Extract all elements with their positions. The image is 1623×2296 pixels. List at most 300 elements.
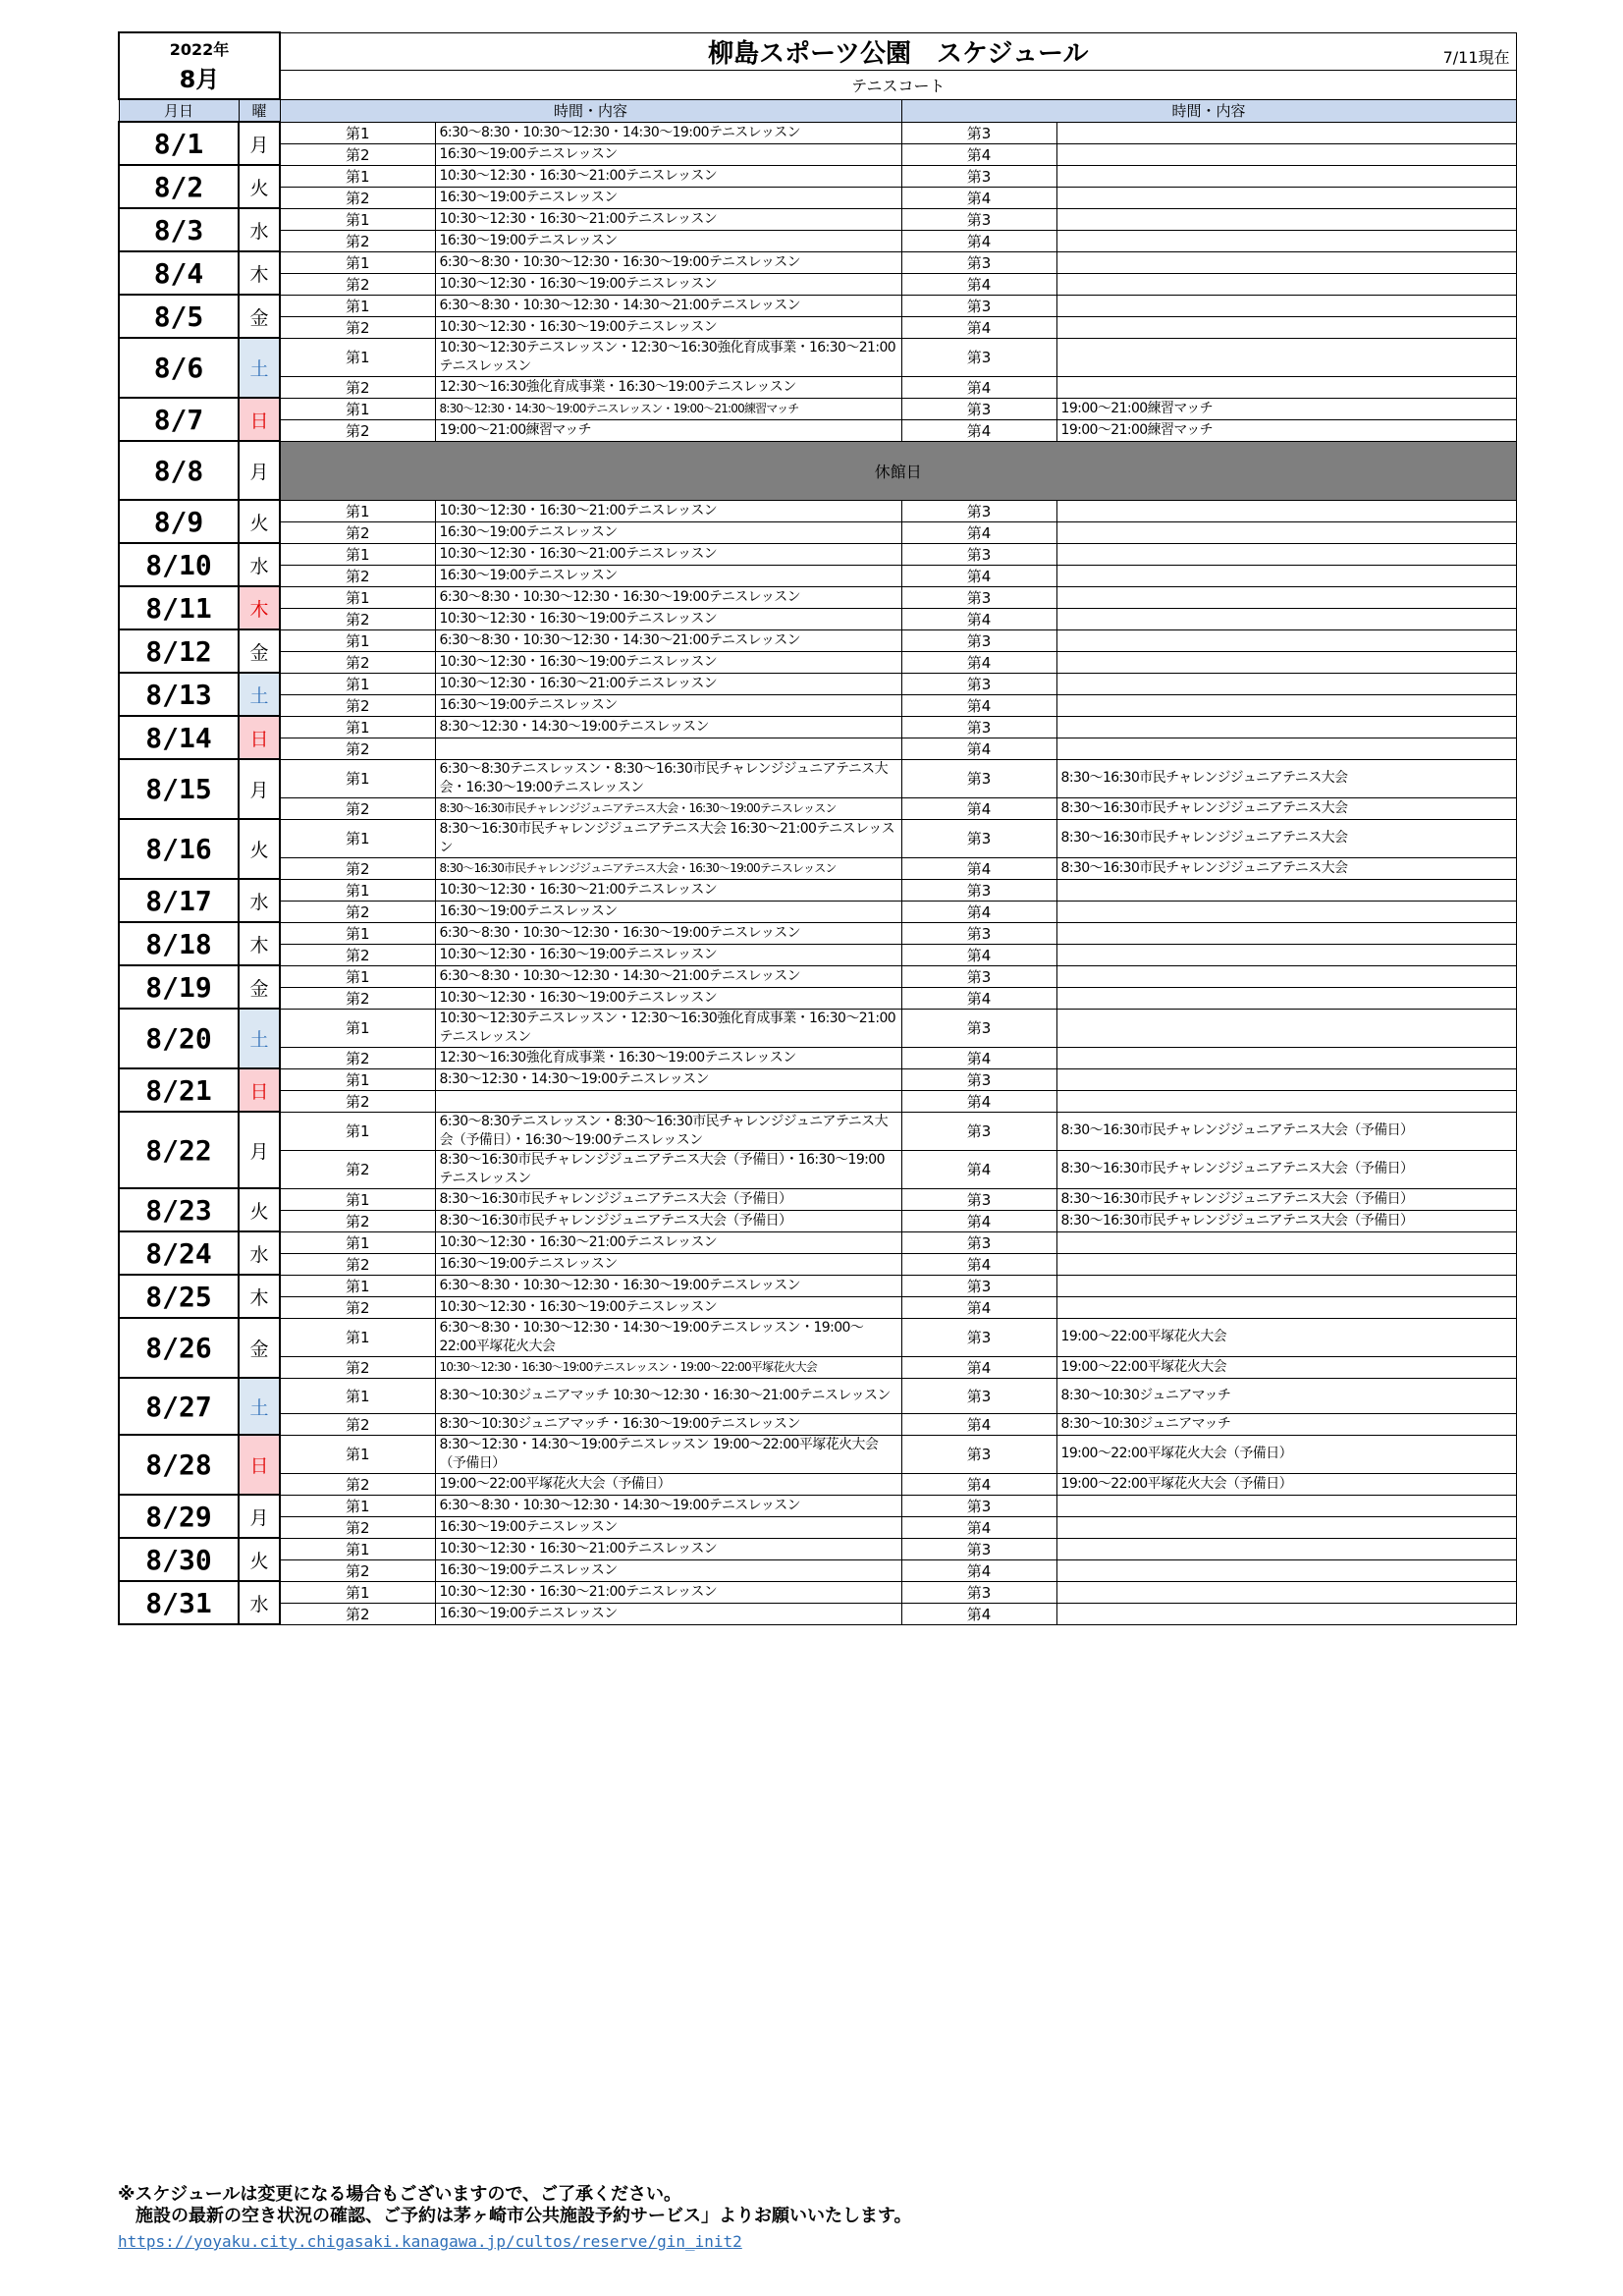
court-label: 第2 xyxy=(280,1253,435,1275)
day-row xyxy=(119,965,1516,987)
date-cell: 8/20 xyxy=(119,1009,239,1068)
court-label: 第4 xyxy=(901,1090,1056,1112)
day-row-second xyxy=(119,1253,1516,1275)
day-row-second xyxy=(119,376,1516,398)
court-4-schedule xyxy=(1056,987,1516,1009)
note-line-1: ※スケジュールは変更になる場合もございますので、ご了承ください。 xyxy=(118,2184,682,2205)
court-3-schedule: 19:00～21:00練習マッチ xyxy=(1056,398,1516,419)
court-2-schedule: 16:30～19:00テニスレッスン xyxy=(435,187,901,208)
court-2-schedule: 16:30～19:00テニスレッスン xyxy=(435,565,901,586)
date-cell: 8/26 xyxy=(119,1318,239,1378)
court-label: 第4 xyxy=(901,1473,1056,1495)
court-4-schedule xyxy=(1056,944,1516,965)
court-3-schedule xyxy=(1056,1581,1516,1603)
reservation-link[interactable]: https://yoyaku.city.chigasaki.kanagawa.jp/cultos/reserve/gin_init2 xyxy=(118,2232,742,2251)
court-4-schedule xyxy=(1056,1296,1516,1318)
date-cell: 8/3 xyxy=(119,208,239,251)
court-label: 第3 xyxy=(901,1581,1056,1603)
court-1-schedule: 6:30～8:30・10:30～12:30・16:30～19:00テニスレッスン xyxy=(435,922,901,944)
date-cell: 8/24 xyxy=(119,1231,239,1275)
court-label: 第4 xyxy=(901,901,1056,922)
court-label: 第3 xyxy=(901,295,1056,316)
court-1-schedule: 6:30～8:30・10:30～12:30・16:30～19:00テニスレッスン xyxy=(435,251,901,273)
day-row xyxy=(119,629,1516,651)
court-3-schedule xyxy=(1056,1538,1516,1559)
court-label: 第1 xyxy=(280,1068,435,1090)
day-row xyxy=(119,1275,1516,1296)
court-2-schedule: 16:30～19:00テニスレッスン xyxy=(435,1516,901,1538)
court-label: 第4 xyxy=(901,1603,1056,1624)
weekday-cell: 火 xyxy=(239,819,280,879)
weekday-cell: 水 xyxy=(239,208,280,251)
day-row-second xyxy=(119,1559,1516,1581)
day-row xyxy=(119,500,1516,521)
court-3-schedule xyxy=(1056,208,1516,230)
court-label: 第4 xyxy=(901,419,1056,441)
court-2-schedule: 16:30～19:00テニスレッスン xyxy=(435,521,901,543)
weekday-cell: 月 xyxy=(239,122,280,165)
court-2-schedule: 8:30～16:30市民チャレンジジュニアテニス大会（予備日）・16:30～19:00テニスレッスン xyxy=(435,1150,901,1188)
court-label: 第1 xyxy=(280,295,435,316)
court-label: 第4 xyxy=(901,316,1056,338)
court-label: 第4 xyxy=(901,521,1056,543)
court-2-schedule: 12:30～16:30強化育成事業・16:30～19:00テニスレッスン xyxy=(435,376,901,398)
court-3-schedule xyxy=(1056,500,1516,521)
court-label: 第1 xyxy=(280,122,435,143)
date-cell: 8/30 xyxy=(119,1538,239,1581)
day-row xyxy=(119,879,1516,901)
court-label: 第3 xyxy=(901,1275,1056,1296)
court-label: 第2 xyxy=(280,651,435,673)
court-1-schedule: 10:30～12:30・16:30～21:00テニスレッスン xyxy=(435,879,901,901)
day-row-second xyxy=(119,1603,1516,1624)
weekday-cell: 水 xyxy=(239,1581,280,1624)
day-row-second xyxy=(119,1473,1516,1495)
court-label: 第2 xyxy=(280,738,435,759)
court-3-schedule xyxy=(1056,1009,1516,1047)
court-label: 第1 xyxy=(280,1318,435,1356)
court-label: 第4 xyxy=(901,944,1056,965)
court-3-schedule xyxy=(1056,673,1516,694)
court-label: 第4 xyxy=(901,1047,1056,1068)
court-3-schedule xyxy=(1056,629,1516,651)
court-4-schedule xyxy=(1056,376,1516,398)
court-label: 第2 xyxy=(280,857,435,879)
court-4-schedule: 8:30～16:30市民チャレンジジュニアテニス大会 xyxy=(1056,857,1516,879)
court-label: 第4 xyxy=(901,1296,1056,1318)
court-label: 第3 xyxy=(901,965,1056,987)
date-cell: 8/9 xyxy=(119,500,239,543)
day-row xyxy=(119,295,1516,316)
court-4-schedule xyxy=(1056,273,1516,295)
court-1-schedule: 10:30～12:30テニスレッスン・12:30～16:30強化育成事業・16:30～21:00テニスレッスン xyxy=(435,1009,901,1047)
court-3-schedule xyxy=(1056,716,1516,738)
day-row-second xyxy=(119,901,1516,922)
court-label: 第3 xyxy=(901,1188,1056,1210)
day-row xyxy=(119,716,1516,738)
court-label: 第2 xyxy=(280,1150,435,1188)
day-row xyxy=(119,759,1516,797)
date-cell: 8/16 xyxy=(119,819,239,879)
day-row-second xyxy=(119,230,1516,251)
court-label: 第2 xyxy=(280,316,435,338)
court-1-schedule: 8:30～12:30・14:30～19:00テニスレッスン xyxy=(435,716,901,738)
court-3-schedule xyxy=(1056,543,1516,565)
day-row xyxy=(119,251,1516,273)
court-3-schedule: 8:30～16:30市民チャレンジジュニアテニス大会（予備日） xyxy=(1056,1188,1516,1210)
court-3-schedule: 19:00～22:00平塚花火大会 xyxy=(1056,1318,1516,1356)
court-1-schedule: 10:30～12:30・16:30～21:00テニスレッスン xyxy=(435,673,901,694)
court-label: 第3 xyxy=(901,586,1056,608)
court-2-schedule: 19:00～22:00平塚花火大会（予備日） xyxy=(435,1473,901,1495)
date-cell: 8/22 xyxy=(119,1112,239,1188)
court-label: 第3 xyxy=(901,1231,1056,1253)
court-label: 第4 xyxy=(901,797,1056,819)
court-4-schedule: 19:00～22:00平塚花火大会 xyxy=(1056,1356,1516,1378)
day-row xyxy=(119,819,1516,857)
day-row xyxy=(119,338,1516,376)
date-cell: 8/14 xyxy=(119,716,239,759)
date-cell: 8/21 xyxy=(119,1068,239,1112)
court-label: 第3 xyxy=(901,338,1056,376)
court-label: 第2 xyxy=(280,187,435,208)
court-label: 第3 xyxy=(901,1318,1056,1356)
court-label: 第2 xyxy=(280,694,435,716)
court-label: 第2 xyxy=(280,376,435,398)
day-row xyxy=(119,673,1516,694)
day-row-second xyxy=(119,273,1516,295)
court-label: 第1 xyxy=(280,165,435,187)
court-label: 第3 xyxy=(901,1068,1056,1090)
court-label: 第1 xyxy=(280,1188,435,1210)
court-label: 第3 xyxy=(901,500,1056,521)
court-label: 第3 xyxy=(901,165,1056,187)
court-label: 第4 xyxy=(901,738,1056,759)
court-2-schedule: 12:30～16:30強化育成事業・16:30～19:00テニスレッスン xyxy=(435,1047,901,1068)
day-row xyxy=(119,543,1516,565)
court-label: 第1 xyxy=(280,759,435,797)
court-1-schedule: 6:30～8:30・10:30～12:30・14:30～19:00テニスレッスン・19:00～22:00平塚花火大会 xyxy=(435,1318,901,1356)
court-2-schedule: 16:30～19:00テニスレッスン xyxy=(435,694,901,716)
court-2-schedule: 10:30～12:30・16:30～19:00テニスレッスン xyxy=(435,273,901,295)
court-label: 第3 xyxy=(901,122,1056,143)
court-1-schedule: 6:30～8:30・10:30～12:30・14:30～21:00テニスレッスン xyxy=(435,629,901,651)
court-label: 第2 xyxy=(280,987,435,1009)
court-label: 第1 xyxy=(280,1581,435,1603)
court-label: 第2 xyxy=(280,273,435,295)
weekday-cell: 日 xyxy=(239,1068,280,1112)
court-label: 第2 xyxy=(280,1047,435,1068)
court-label: 第1 xyxy=(280,716,435,738)
court-label: 第4 xyxy=(901,1253,1056,1275)
court-label: 第1 xyxy=(280,543,435,565)
court-3-schedule xyxy=(1056,879,1516,901)
day-row-second xyxy=(119,521,1516,543)
court-3-schedule: 8:30～16:30市民チャレンジジュニアテニス大会 xyxy=(1056,759,1516,797)
court-3-schedule xyxy=(1056,122,1516,143)
day-row-second xyxy=(119,608,1516,629)
year-label: 2022年 xyxy=(169,40,230,59)
court-label: 第3 xyxy=(901,673,1056,694)
weekday-cell: 木 xyxy=(239,586,280,629)
court-label: 第3 xyxy=(901,1435,1056,1473)
date-cell: 8/31 xyxy=(119,1581,239,1624)
day-row-second xyxy=(119,565,1516,586)
as-of-date: 7/11現在 xyxy=(1442,47,1510,67)
court-label: 第3 xyxy=(901,1538,1056,1559)
date-cell: 8/1 xyxy=(119,122,239,165)
court-label: 第1 xyxy=(280,1009,435,1047)
court-label: 第4 xyxy=(901,565,1056,586)
day-row xyxy=(119,1318,1516,1356)
court-label: 第4 xyxy=(901,694,1056,716)
title-cell xyxy=(280,32,1516,70)
court-1-schedule: 8:30～16:30市民チャレンジジュニアテニス大会（予備日） xyxy=(435,1188,901,1210)
day-row-second xyxy=(119,1210,1516,1231)
court-4-schedule xyxy=(1056,694,1516,716)
court-label: 第2 xyxy=(280,1559,435,1581)
court-1-schedule: 10:30～12:30・16:30～21:00テニスレッスン xyxy=(435,1581,901,1603)
court-2-schedule: 10:30～12:30・16:30～19:00テニスレッスン xyxy=(435,316,901,338)
weekday-cell: 月 xyxy=(239,441,280,500)
court-1-schedule: 10:30～12:30・16:30～21:00テニスレッスン xyxy=(435,208,901,230)
subtitle-row xyxy=(119,70,1516,99)
court-1-schedule: 6:30～8:30・10:30～12:30・16:30～19:00テニスレッスン xyxy=(435,1275,901,1296)
court-label: 第1 xyxy=(280,879,435,901)
court-label: 第2 xyxy=(280,1413,435,1435)
court-1-schedule: 10:30～12:30・16:30～21:00テニスレッスン xyxy=(435,500,901,521)
day-row xyxy=(119,1538,1516,1559)
court-label: 第2 xyxy=(280,419,435,441)
court-label: 第1 xyxy=(280,208,435,230)
weekday-cell: 火 xyxy=(239,165,280,208)
court-4-schedule: 8:30～16:30市民チャレンジジュニアテニス大会 xyxy=(1056,797,1516,819)
court-1-schedule: 10:30～12:30・16:30～21:00テニスレッスン xyxy=(435,543,901,565)
date-cell: 8/5 xyxy=(119,295,239,338)
court-label: 第1 xyxy=(280,500,435,521)
day-row xyxy=(119,586,1516,608)
date-cell: 8/8 xyxy=(119,441,239,500)
court-1-schedule: 10:30～12:30テニスレッスン・12:30～16:30強化育成事業・16:30～21:00テニスレッスン xyxy=(435,338,901,376)
weekday-cell: 火 xyxy=(239,500,280,543)
day-row xyxy=(119,122,1516,143)
weekday-cell: 月 xyxy=(239,1495,280,1538)
weekday-cell: 金 xyxy=(239,629,280,673)
court-label: 第1 xyxy=(280,819,435,857)
court-label: 第2 xyxy=(280,1516,435,1538)
weekday-cell: 水 xyxy=(239,543,280,586)
weekday-cell: 火 xyxy=(239,1538,280,1581)
day-row-second xyxy=(119,738,1516,759)
court-label: 第3 xyxy=(901,716,1056,738)
court-2-schedule: 10:30～12:30・16:30～19:00テニスレッスン・19:00～22:00平塚花火大会 xyxy=(435,1356,901,1378)
court-label: 第4 xyxy=(901,608,1056,629)
court-4-schedule: 19:00～22:00平塚花火大会（予備日） xyxy=(1056,1473,1516,1495)
court-label: 第2 xyxy=(280,143,435,165)
court-label: 第1 xyxy=(280,586,435,608)
date-cell: 8/6 xyxy=(119,338,239,398)
court-label: 第2 xyxy=(280,901,435,922)
court-3-schedule xyxy=(1056,1231,1516,1253)
court-label: 第2 xyxy=(280,1473,435,1495)
court-4-schedule xyxy=(1056,1516,1516,1538)
day-row-second xyxy=(119,1296,1516,1318)
court-label: 第2 xyxy=(280,1090,435,1112)
court-2-schedule: 10:30～12:30・16:30～19:00テニスレッスン xyxy=(435,608,901,629)
court-2-schedule: 16:30～19:00テニスレッスン xyxy=(435,1559,901,1581)
court-label: 第4 xyxy=(901,273,1056,295)
date-cell: 8/17 xyxy=(119,879,239,922)
court-1-schedule: 6:30～8:30・10:30～12:30・14:30～19:00テニスレッスン xyxy=(435,1495,901,1516)
court-label: 第4 xyxy=(901,1413,1056,1435)
date-cell: 8/27 xyxy=(119,1378,239,1435)
weekday-cell: 日 xyxy=(239,716,280,759)
court-2-schedule: 16:30～19:00テニスレッスン xyxy=(435,230,901,251)
day-row-second xyxy=(119,316,1516,338)
court-label: 第4 xyxy=(901,1356,1056,1378)
day-row-second xyxy=(119,143,1516,165)
day-row xyxy=(119,1231,1516,1253)
court-label: 第2 xyxy=(280,1603,435,1624)
court-label: 第1 xyxy=(280,338,435,376)
date-cell: 8/25 xyxy=(119,1275,239,1318)
weekday-cell: 月 xyxy=(239,759,280,819)
court-label: 第3 xyxy=(901,208,1056,230)
court-4-schedule: 19:00～21:00練習マッチ xyxy=(1056,419,1516,441)
court-4-schedule xyxy=(1056,1090,1516,1112)
court-2-schedule: 10:30～12:30・16:30～19:00テニスレッスン xyxy=(435,651,901,673)
court-2-schedule: 16:30～19:00テニスレッスン xyxy=(435,1253,901,1275)
court-label: 第4 xyxy=(901,376,1056,398)
court-1-schedule: 6:30～8:30テニスレッスン・8:30～16:30市民チャレンジジュニアテニス大会（予備日）・16:30～19:00テニスレッスン xyxy=(435,1112,901,1150)
day-row xyxy=(119,922,1516,944)
court-label: 第1 xyxy=(280,398,435,419)
court-label: 第1 xyxy=(280,1495,435,1516)
court-3-schedule xyxy=(1056,965,1516,987)
court-3-schedule xyxy=(1056,922,1516,944)
court-1-schedule: 10:30～12:30・16:30～21:00テニスレッスン xyxy=(435,165,901,187)
court-4-schedule xyxy=(1056,1253,1516,1275)
court-2-schedule: 10:30～12:30・16:30～19:00テニスレッスン xyxy=(435,1296,901,1318)
court-4-schedule xyxy=(1056,1559,1516,1581)
court-1-schedule: 10:30～12:30・16:30～21:00テニスレッスン xyxy=(435,1538,901,1559)
court-label: 第1 xyxy=(280,1231,435,1253)
day-row xyxy=(119,1188,1516,1210)
court-label: 第4 xyxy=(901,187,1056,208)
column-header-row xyxy=(119,99,1516,122)
court-2-schedule: 10:30～12:30・16:30～19:00テニスレッスン xyxy=(435,944,901,965)
court-4-schedule xyxy=(1056,230,1516,251)
date-cell: 8/10 xyxy=(119,543,239,586)
footer-notes xyxy=(118,2184,1515,2253)
court-label: 第1 xyxy=(280,1378,435,1413)
court-label: 第3 xyxy=(901,543,1056,565)
weekday-cell: 水 xyxy=(239,879,280,922)
court-label: 第2 xyxy=(280,565,435,586)
day-row xyxy=(119,208,1516,230)
weekday-cell: 金 xyxy=(239,295,280,338)
court-label: 第2 xyxy=(280,1210,435,1231)
weekday-cell: 月 xyxy=(239,1112,280,1188)
weekday-cell: 木 xyxy=(239,1275,280,1318)
weekday-cell: 水 xyxy=(239,1231,280,1275)
court-label: 第2 xyxy=(280,521,435,543)
court-4-schedule xyxy=(1056,1603,1516,1624)
court-3-schedule xyxy=(1056,586,1516,608)
court-label: 第4 xyxy=(901,1150,1056,1188)
court-2-schedule: 16:30～19:00テニスレッスン xyxy=(435,901,901,922)
weekday-cell: 金 xyxy=(239,1318,280,1378)
day-row-second xyxy=(119,1356,1516,1378)
court-3-schedule xyxy=(1056,1275,1516,1296)
court-1-schedule: 8:30～12:30・14:30～19:00テニスレッスン xyxy=(435,1068,901,1090)
court-1-schedule: 8:30～12:30・14:30～19:00テニスレッスン 19:00～22:00平塚花火大会（予備日） xyxy=(435,1435,901,1473)
closed-day-cell: 休館日 xyxy=(280,441,1516,500)
court-3-schedule xyxy=(1056,295,1516,316)
court-4-schedule xyxy=(1056,565,1516,586)
col-header-content-right: 時間・内容 xyxy=(901,99,1516,122)
court-2-schedule: 8:30～10:30ジュニアマッチ・16:30～19:00テニスレッスン xyxy=(435,1413,901,1435)
day-row-second xyxy=(119,651,1516,673)
court-4-schedule xyxy=(1056,521,1516,543)
day-row xyxy=(119,441,1516,500)
court-label: 第1 xyxy=(280,629,435,651)
court-label: 第1 xyxy=(280,251,435,273)
court-4-schedule xyxy=(1056,901,1516,922)
day-row-second xyxy=(119,419,1516,441)
weekday-cell: 土 xyxy=(239,1378,280,1435)
court-3-schedule: 8:30～10:30ジュニアマッチ xyxy=(1056,1378,1516,1413)
date-cell: 8/13 xyxy=(119,673,239,716)
court-1-schedule: 6:30～8:30・10:30～12:30・14:30～21:00テニスレッスン xyxy=(435,965,901,987)
court-label: 第3 xyxy=(901,1378,1056,1413)
court-2-schedule: 8:30～16:30市民チャレンジジュニアテニス大会・16:30～19:00テニスレッスン xyxy=(435,797,901,819)
court-label: 第1 xyxy=(280,1538,435,1559)
date-cell: 8/18 xyxy=(119,922,239,965)
court-3-schedule: 8:30～16:30市民チャレンジジュニアテニス大会 xyxy=(1056,819,1516,857)
court-3-schedule xyxy=(1056,338,1516,376)
court-4-schedule xyxy=(1056,651,1516,673)
weekday-cell: 土 xyxy=(239,338,280,398)
court-label: 第3 xyxy=(901,398,1056,419)
date-cell: 8/15 xyxy=(119,759,239,819)
day-row xyxy=(119,1112,1516,1150)
day-row-second xyxy=(119,1090,1516,1112)
court-label: 第2 xyxy=(280,230,435,251)
court-label: 第3 xyxy=(901,1495,1056,1516)
court-4-schedule xyxy=(1056,738,1516,759)
court-3-schedule xyxy=(1056,165,1516,187)
day-row xyxy=(119,1435,1516,1473)
court-label: 第1 xyxy=(280,922,435,944)
day-row-second xyxy=(119,1047,1516,1068)
date-cell: 8/2 xyxy=(119,165,239,208)
court-1-schedule: 6:30～8:30・10:30～12:30・14:30～19:00テニスレッスン xyxy=(435,122,901,143)
court-1-schedule: 8:30～10:30ジュニアマッチ 10:30～12:30・16:30～21:00テニスレッスン xyxy=(435,1378,901,1413)
day-row xyxy=(119,1009,1516,1047)
day-row-second xyxy=(119,187,1516,208)
date-cell: 8/4 xyxy=(119,251,239,295)
court-label: 第1 xyxy=(280,673,435,694)
date-cell: 8/28 xyxy=(119,1435,239,1495)
day-row-second xyxy=(119,987,1516,1009)
page-title: 柳島スポーツ公園 スケジュール xyxy=(708,38,1089,69)
day-row-second xyxy=(119,1413,1516,1435)
court-label: 第4 xyxy=(901,857,1056,879)
date-cell: 8/11 xyxy=(119,586,239,629)
day-row xyxy=(119,398,1516,419)
court-4-schedule: 8:30～16:30市民チャレンジジュニアテニス大会（予備日） xyxy=(1056,1150,1516,1188)
